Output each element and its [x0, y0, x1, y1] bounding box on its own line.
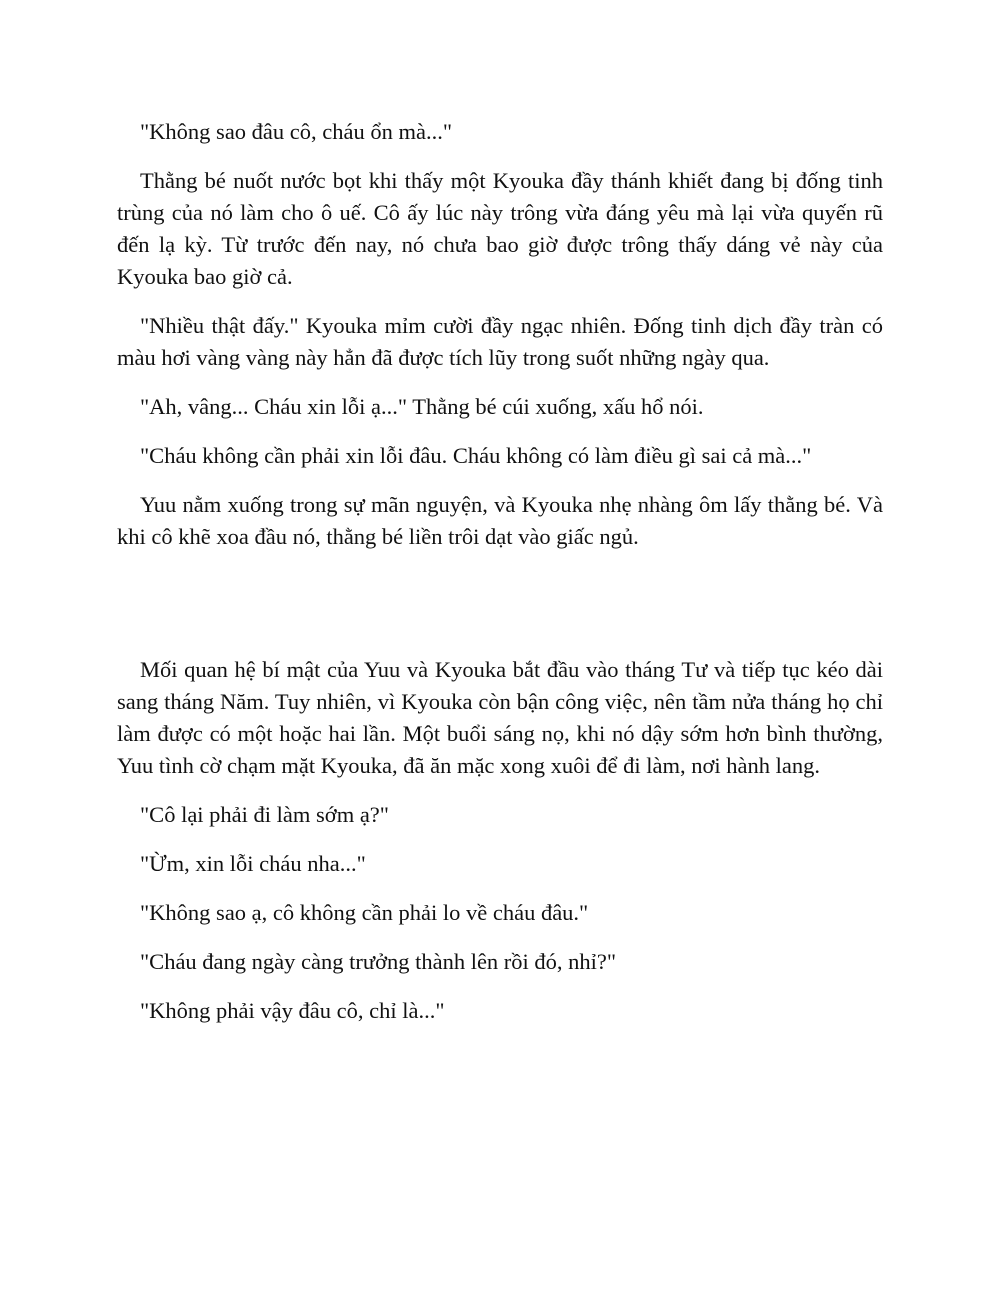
paragraph: "Cô lại phải đi làm sớm ạ?" — [140, 802, 389, 827]
paragraph: "Không sao ạ, cô không cần phải lo về cháu đâu." — [140, 900, 589, 925]
section-break — [117, 570, 883, 654]
paragraph: Yuu nằm xuống trong sự mãn nguyện, và Kyouka nhẹ nhàng ôm lấy thằng bé. Và khi cô khẽ xoa đầu nó, thằng bé liền trôi dạt vào giấc ngủ. — [117, 492, 883, 549]
paragraph: "Cháu không cần phải xin lỗi đâu. Cháu không có làm điều gì sai cả mà..." — [140, 443, 812, 468]
paragraph: "Cháu đang ngày càng trưởng thành lên rồi đó, nhỉ?" — [140, 949, 617, 974]
paragraph: "Không sao đâu cô, cháu ổn mà..." — [140, 119, 453, 144]
paragraph: Mối quan hệ bí mật của Yuu và Kyouka bắt đầu vào tháng Tư và tiếp tục kéo dài sang tháng Năm. Tuy nhiên, vì Kyouka còn bận công việc, nên tầm nửa tháng họ chỉ làm được có một hoặc hai lần. Một buổi sáng nọ, khi nó dậy sớm hơn bình thường, Yuu tình cờ chạm mặt Kyouka, đã ăn mặc xong xuôi để đi làm, nơi hành lang. — [117, 657, 883, 778]
paragraph: Thằng bé nuốt nước bọt khi thấy một Kyouka đầy thánh khiết đang bị đống tinh trùng của nó làm cho ô uế. Cô ấy lúc này trông vừa đáng yêu mà lại vừa quyến rũ đến lạ kỳ. Từ trước đến nay, nó chưa bao giờ được trông thấy dáng vẻ này của Kyouka bao giờ cả. — [117, 168, 883, 289]
paragraph: "Nhiều thật đấy." Kyouka mỉm cười đầy ngạc nhiên. Đống tinh dịch đầy tràn có màu hơi vàng vàng này hẳn đã được tích lũy trong suốt những ngày qua. — [117, 313, 883, 370]
paragraph: "Ah, vâng... Cháu xin lỗi ạ..." Thằng bé cúi xuống, xấu hổ nói. — [140, 394, 704, 419]
paragraph: "Không phải vậy đâu cô, chỉ là..." — [140, 998, 445, 1023]
document-page — [117, 116, 883, 1044]
paragraph: "Ừm, xin lỗi cháu nha..." — [140, 851, 366, 876]
